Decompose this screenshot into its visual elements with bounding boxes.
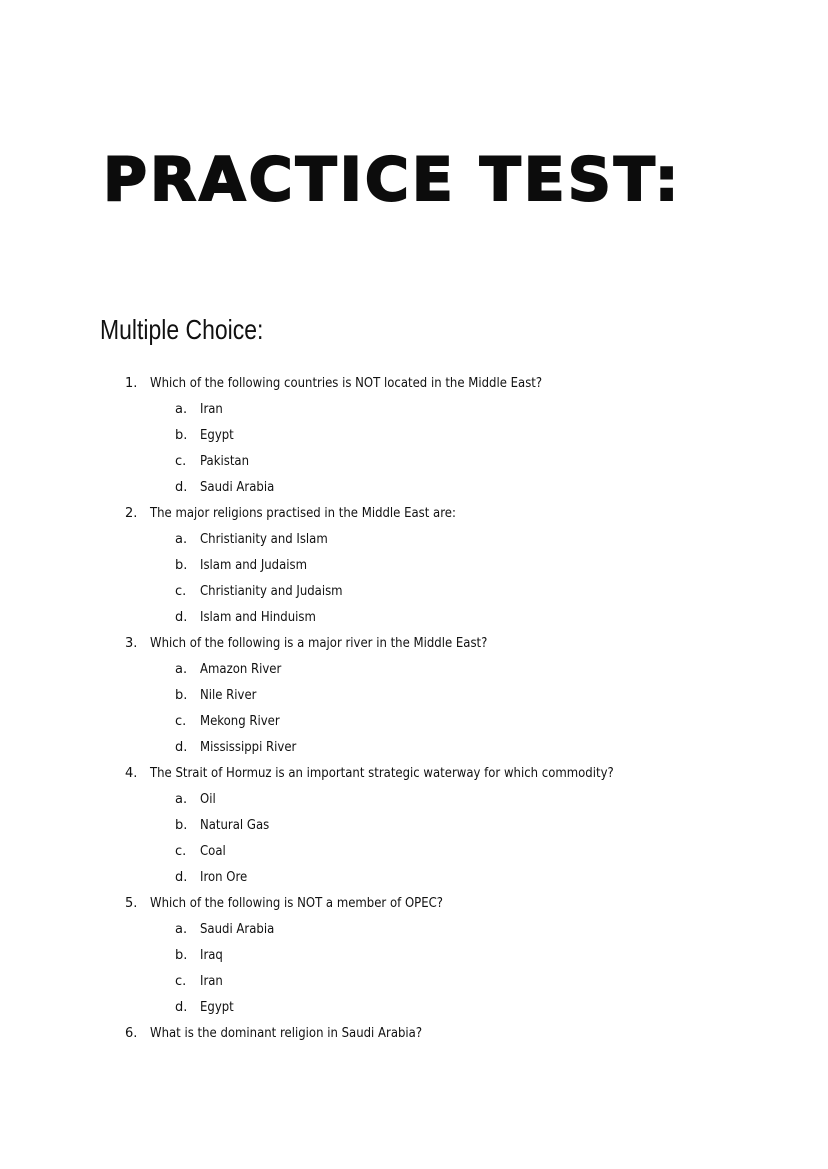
question-item <box>0 1021 828 1047</box>
answer-option <box>0 709 828 735</box>
answer-option <box>0 605 828 631</box>
answer-options <box>0 787 828 891</box>
answer-option <box>0 839 828 865</box>
answer-option <box>0 943 828 969</box>
option-text: Saudi Arabia <box>200 480 275 495</box>
option-text: Mississippi River <box>200 740 297 755</box>
option-text: Iran <box>200 974 223 989</box>
option-text: Mekong River <box>200 714 280 729</box>
question-item <box>0 761 828 891</box>
question-line <box>0 501 828 527</box>
answer-option <box>0 553 828 579</box>
answer-options <box>0 657 828 761</box>
question-item <box>0 371 828 501</box>
answer-options <box>0 397 828 501</box>
answer-option <box>0 995 828 1021</box>
answer-option <box>0 969 828 995</box>
option-letter: a. <box>175 922 188 937</box>
option-letter: a. <box>175 792 188 807</box>
option-text: Islam and Judaism <box>200 558 308 573</box>
answer-option <box>0 683 828 709</box>
answer-option <box>0 397 828 423</box>
option-letter: b. <box>175 428 188 443</box>
question-text: The major religions practised in the Middle East are: <box>150 506 456 521</box>
question-item <box>0 891 828 1021</box>
option-letter: d. <box>175 480 188 495</box>
section-heading: Multiple Choice: <box>100 314 264 345</box>
option-text: Pakistan <box>200 454 249 469</box>
option-letter: d. <box>175 1000 188 1015</box>
option-letter: b. <box>175 818 188 833</box>
question-list <box>0 371 828 1047</box>
option-text: Nile River <box>200 688 257 703</box>
question-line <box>0 631 828 657</box>
option-text: Egypt <box>200 428 234 443</box>
option-text: Saudi Arabia <box>200 922 275 937</box>
option-letter: c. <box>175 974 187 989</box>
answer-option <box>0 527 828 553</box>
answer-option <box>0 787 828 813</box>
question-text: What is the dominant religion in Saudi Arabia? <box>150 1026 423 1041</box>
question-number: 6. <box>125 1026 138 1041</box>
option-letter: b. <box>175 688 188 703</box>
option-letter: c. <box>175 714 187 729</box>
question-number: 4. <box>125 766 138 781</box>
option-text: Amazon River <box>200 662 282 677</box>
answer-option <box>0 735 828 761</box>
option-letter: c. <box>175 584 187 599</box>
option-text: Coal <box>200 844 226 859</box>
answer-option <box>0 813 828 839</box>
answer-option <box>0 475 828 501</box>
question-text: Which of the following is NOT a member of OPEC? <box>150 896 444 911</box>
question-line <box>0 371 828 397</box>
answer-options <box>0 917 828 1021</box>
answer-option <box>0 865 828 891</box>
question-item <box>0 501 828 631</box>
question-number: 3. <box>125 636 138 651</box>
option-letter: c. <box>175 454 187 469</box>
question-number: 2. <box>125 506 138 521</box>
option-text: Iraq <box>200 948 223 963</box>
question-line <box>0 1021 828 1047</box>
option-letter: a. <box>175 402 188 417</box>
option-letter: d. <box>175 740 188 755</box>
answer-option <box>0 917 828 943</box>
question-line <box>0 761 828 787</box>
option-text: Egypt <box>200 1000 234 1015</box>
question-line <box>0 891 828 917</box>
option-letter: c. <box>175 844 187 859</box>
option-letter: a. <box>175 662 188 677</box>
option-letter: a. <box>175 532 188 547</box>
option-text: Natural Gas <box>200 818 270 833</box>
option-letter: b. <box>175 948 188 963</box>
question-text: Which of the following countries is NOT located in the Middle East? <box>150 376 543 391</box>
option-letter: b. <box>175 558 188 573</box>
answer-options <box>0 527 828 631</box>
question-number: 1. <box>125 376 138 391</box>
question-item <box>0 631 828 761</box>
page-title: PRACTICE TEST: <box>103 145 682 215</box>
option-letter: d. <box>175 870 188 885</box>
answer-option <box>0 657 828 683</box>
answer-option <box>0 423 828 449</box>
option-letter: d. <box>175 610 188 625</box>
option-text: Iron Ore <box>200 870 248 885</box>
question-text: The Strait of Hormuz is an important strategic waterway for which commodity? <box>150 766 614 781</box>
option-text: Oil <box>200 792 216 807</box>
option-text: Islam and Hinduism <box>200 610 316 625</box>
answer-option <box>0 449 828 475</box>
question-number: 5. <box>125 896 138 911</box>
option-text: Christianity and Judaism <box>200 584 343 599</box>
option-text: Iran <box>200 402 223 417</box>
answer-option <box>0 579 828 605</box>
question-text: Which of the following is a major river in the Middle East? <box>150 636 488 651</box>
option-text: Christianity and Islam <box>200 532 328 547</box>
